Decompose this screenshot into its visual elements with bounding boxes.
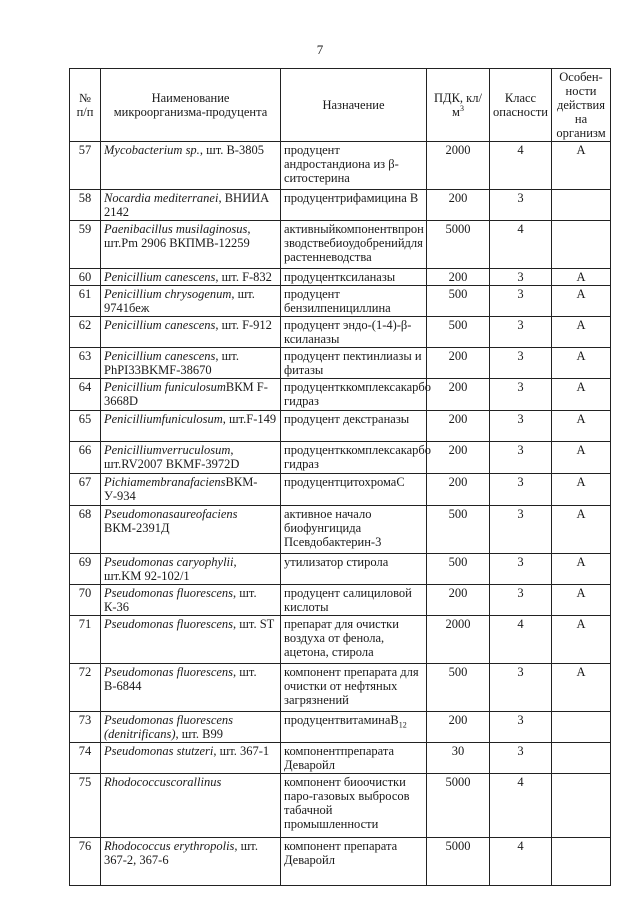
table-row <box>70 190 611 221</box>
producer-name <box>101 190 281 221</box>
producer-name <box>101 317 281 348</box>
pdk-value: 500 <box>427 554 490 585</box>
purpose-text: активное начало биофунгицида Псевдобактерин-3 <box>284 507 382 549</box>
species-name: Pichiamembranafaciens <box>104 475 226 489</box>
purpose-subscript: 12 <box>398 720 407 730</box>
special-effect: А <box>552 616 611 664</box>
species-name: Penicillium chrysogenum <box>104 287 232 301</box>
special-effect <box>552 221 611 269</box>
special-effect <box>552 838 611 886</box>
header-num: № п/п <box>70 69 101 142</box>
table-row <box>70 379 611 411</box>
pdk-value: 200 <box>427 379 490 411</box>
producer-name <box>101 774 281 838</box>
purpose-text: компонент препарата для очистки от нефтяных загрязнений <box>284 665 419 707</box>
hazard-class: 3 <box>490 317 552 348</box>
table-row <box>70 442 611 474</box>
purpose-text: продуцент пектинлиазы и фитазы <box>284 349 422 377</box>
header-pdk <box>427 69 490 142</box>
species-name: Penicillium canescens <box>104 349 216 363</box>
special-effect <box>552 190 611 221</box>
hazard-class: 3 <box>490 712 552 743</box>
header-name: Наименование микроорганизма-продуцента <box>101 69 281 142</box>
table-row <box>70 474 611 506</box>
strain-id: , шт. F-832 <box>215 270 272 284</box>
strain-id: , шт. 367-2, 367-6 <box>104 839 258 867</box>
hazard-class: 3 <box>490 554 552 585</box>
pdk-value: 30 <box>427 743 490 774</box>
hazard-class: 3 <box>490 190 552 221</box>
purpose <box>281 317 427 348</box>
purpose-text: компонент препарата Деваройл <box>284 839 398 867</box>
hazard-class: 3 <box>490 348 552 379</box>
table-row <box>70 286 611 317</box>
hazard-class: 4 <box>490 142 552 190</box>
purpose-text: утилизатор стирола <box>284 555 389 569</box>
purpose <box>281 269 427 286</box>
purpose-text: продуцентрифамицина В <box>284 191 419 205</box>
strain-id: , шт.Pm 2906 ВКПМВ-12259 <box>104 222 251 250</box>
species-name: Pseudomonas fluorescens <box>104 586 234 600</box>
purpose-text: продуцентккомплексакарбо гидраз <box>284 380 432 408</box>
header-special: Особен-ности действия на организм <box>552 69 611 142</box>
pdk-value: 200 <box>427 585 490 616</box>
species-name: Mycobacterium sp. <box>104 143 200 157</box>
purpose <box>281 506 427 554</box>
table-row <box>70 411 611 442</box>
pdk-value: 500 <box>427 317 490 348</box>
pdk-value: 200 <box>427 348 490 379</box>
row-number: 59 <box>70 221 101 269</box>
purpose <box>281 142 427 190</box>
table-row <box>70 616 611 664</box>
row-number: 74 <box>70 743 101 774</box>
row-number: 72 <box>70 664 101 712</box>
pdk-value: 500 <box>427 506 490 554</box>
table-row <box>70 585 611 616</box>
hazard-class: 3 <box>490 269 552 286</box>
table-row <box>70 506 611 554</box>
special-effect: А <box>552 142 611 190</box>
special-effect: А <box>552 286 611 317</box>
producer-name <box>101 554 281 585</box>
table-row <box>70 269 611 286</box>
producer-table <box>69 68 611 886</box>
purpose <box>281 838 427 886</box>
table-row <box>70 317 611 348</box>
pdk-value: 200 <box>427 474 490 506</box>
row-number: 70 <box>70 585 101 616</box>
purpose <box>281 286 427 317</box>
strain-id: , шт.F-149 <box>222 412 277 426</box>
table-row <box>70 554 611 585</box>
producer-name <box>101 616 281 664</box>
species-name: Paenibacillus musilaginosus <box>104 222 248 236</box>
producer-name <box>101 838 281 886</box>
strain-id: , шт. ST <box>233 617 275 631</box>
row-number: 68 <box>70 506 101 554</box>
species-name: Pseudomonas fluorescens <box>104 665 234 679</box>
purpose-text: продуцент салициловой кислоты <box>284 586 412 614</box>
special-effect: А <box>552 664 611 712</box>
pdk-value: 200 <box>427 442 490 474</box>
strain-id: , шт. В-3805 <box>199 143 264 157</box>
purpose <box>281 664 427 712</box>
special-effect: А <box>552 442 611 474</box>
strain-id: ВКМ-2391Д <box>104 521 170 535</box>
purpose-text: продуцент андростандиона из β-ситостерина <box>284 143 399 185</box>
pdk-value: 500 <box>427 286 490 317</box>
purpose-text: продуцентксиланазы <box>284 270 396 284</box>
strain-id: , ВНИИА 2142 <box>104 191 270 219</box>
species-name: Nocardia mediterranei <box>104 191 219 205</box>
purpose <box>281 379 432 411</box>
table-row <box>70 743 611 774</box>
hazard-class: 4 <box>490 838 552 886</box>
species-name: Penicillium funiculosum <box>104 380 226 394</box>
producer-name <box>101 286 281 317</box>
pdk-value: 5000 <box>427 838 490 886</box>
species-name: Rhodococcus erythropolis <box>104 839 235 853</box>
purpose <box>281 442 432 474</box>
hazard-class: 3 <box>490 474 552 506</box>
pdk-value: 200 <box>427 712 490 743</box>
strain-id: , шт.RV2007 BKMF-3972D <box>104 443 240 471</box>
special-effect: А <box>552 506 611 554</box>
producer-name <box>101 379 281 411</box>
species-name: Penicillium canescens <box>104 318 216 332</box>
row-number: 75 <box>70 774 101 838</box>
row-number: 60 <box>70 269 101 286</box>
producer-name <box>101 506 281 554</box>
pdk-value: 200 <box>427 269 490 286</box>
purpose-text: продуцент бензилпенициллина <box>284 287 391 315</box>
purpose-text: активныйкомпонентвпрон зводствебиоудобренийдля растенневодства <box>284 222 424 264</box>
pdk-value: 5000 <box>427 221 490 269</box>
special-effect: А <box>552 585 611 616</box>
strain-id: ВКМ F-3668D <box>104 380 268 408</box>
pdk-value: 5000 <box>427 774 490 838</box>
purpose-text: компонент биоочистки паро-газовых выбросов табачной промышленности <box>284 775 410 831</box>
purpose <box>281 743 427 774</box>
special-effect: А <box>552 379 611 411</box>
purpose-text: продуцент декстраназы <box>284 412 410 426</box>
table-header-row <box>70 69 611 142</box>
producer-name <box>101 474 281 506</box>
purpose-text: продуцентккомплексакарбо гидраз <box>284 443 432 471</box>
table-row <box>70 774 611 838</box>
purpose <box>281 774 427 838</box>
special-effect <box>552 712 611 743</box>
row-number: 61 <box>70 286 101 317</box>
table-row <box>70 348 611 379</box>
table-row <box>70 838 611 886</box>
strain-id: , шт. F-912 <box>215 318 272 332</box>
purpose <box>281 411 427 442</box>
producer-name <box>101 269 281 286</box>
species-name: Pseudomonasaureofaciens <box>104 507 238 521</box>
special-effect: А <box>552 411 611 442</box>
header-hazard: Класс опасности <box>490 69 552 142</box>
row-number: 69 <box>70 554 101 585</box>
special-effect <box>552 743 611 774</box>
strain-id: ВКМ-У-934 <box>104 475 258 503</box>
strain-id: , шт. В-6844 <box>104 665 257 693</box>
producer-name <box>101 712 281 743</box>
strain-id: , шт. В99 <box>175 727 224 741</box>
species-name: Pseudomonas stutzeri <box>104 744 214 758</box>
species-name: Pseudomonas fluorescens <box>104 617 234 631</box>
table-row <box>70 221 611 269</box>
table-row <box>70 142 611 190</box>
purpose <box>281 474 427 506</box>
special-effect: А <box>552 554 611 585</box>
purpose-text: компонентпрепарата Деваройл <box>284 744 395 772</box>
producer-name <box>101 348 281 379</box>
header-pdk-sup: 3 <box>459 103 464 113</box>
strain-id: , шт. 367-1 <box>213 744 270 758</box>
header-purpose: Назначение <box>281 69 427 142</box>
special-effect: А <box>552 474 611 506</box>
strain-id: , шт. PhPI33BKMF-38670 <box>104 349 239 377</box>
special-effect <box>552 774 611 838</box>
hazard-class: 3 <box>490 506 552 554</box>
hazard-class: 3 <box>490 664 552 712</box>
purpose <box>281 712 427 743</box>
special-effect: А <box>552 317 611 348</box>
hazard-class: 4 <box>490 616 552 664</box>
purpose-text: продуцентцитохромаС <box>284 475 405 489</box>
row-number: 65 <box>70 411 101 442</box>
row-number: 63 <box>70 348 101 379</box>
strain-id: , шт. К-36 <box>104 586 257 614</box>
pdk-value: 200 <box>427 190 490 221</box>
special-effect: А <box>552 269 611 286</box>
pdk-value: 500 <box>427 664 490 712</box>
purpose <box>281 190 427 221</box>
hazard-class: 4 <box>490 774 552 838</box>
strain-id: , шт. 9741беж <box>104 287 255 315</box>
purpose <box>281 616 427 664</box>
row-number: 64 <box>70 379 101 411</box>
species-name: Pseudomonas caryophylii <box>104 555 234 569</box>
pdk-value: 200 <box>427 411 490 442</box>
row-number: 73 <box>70 712 101 743</box>
purpose <box>281 348 427 379</box>
table-row <box>70 664 611 712</box>
hazard-class: 3 <box>490 379 552 411</box>
producer-name <box>101 664 281 712</box>
header-pdk-text: ПДК, кл/м <box>434 91 482 119</box>
species-name: Pseudomonas fluorescens (denitrificans) <box>104 713 234 741</box>
hazard-class: 3 <box>490 442 552 474</box>
purpose-text: продуцент эндо-(1-4)-β-ксиланазы <box>284 318 412 346</box>
pdk-value: 2000 <box>427 616 490 664</box>
producer-name <box>101 142 281 190</box>
row-number: 58 <box>70 190 101 221</box>
purpose <box>281 585 427 616</box>
producer-name <box>101 585 281 616</box>
producer-name <box>101 411 281 442</box>
producer-name <box>101 221 281 269</box>
row-number: 57 <box>70 142 101 190</box>
row-number: 66 <box>70 442 101 474</box>
strain-id: , шт.KM 92-102/1 <box>104 555 237 583</box>
row-number: 76 <box>70 838 101 886</box>
hazard-class: 3 <box>490 411 552 442</box>
page-number: 7 <box>316 42 324 57</box>
purpose-text: продуцентвитаминаВ <box>284 713 399 727</box>
species-name: Penicillium canescens <box>104 270 216 284</box>
purpose <box>281 221 427 269</box>
purpose <box>281 554 427 585</box>
table-row <box>70 712 611 743</box>
row-number: 71 <box>70 616 101 664</box>
species-name: Rhodococcuscorallinus <box>104 775 222 789</box>
hazard-class: 3 <box>490 743 552 774</box>
hazard-class: 4 <box>490 221 552 269</box>
species-name: Penicilliumverruculosum <box>104 443 231 457</box>
purpose-text: препарат для очистки воздуха от фенола, ацетона, стирола <box>284 617 399 659</box>
producer-name <box>101 442 281 474</box>
hazard-class: 3 <box>490 585 552 616</box>
hazard-class: 3 <box>490 286 552 317</box>
row-number: 62 <box>70 317 101 348</box>
row-number: 67 <box>70 474 101 506</box>
special-effect: А <box>552 348 611 379</box>
pdk-value: 2000 <box>427 142 490 190</box>
species-name: Penicilliumfuniculosum <box>104 412 223 426</box>
producer-name <box>101 743 281 774</box>
